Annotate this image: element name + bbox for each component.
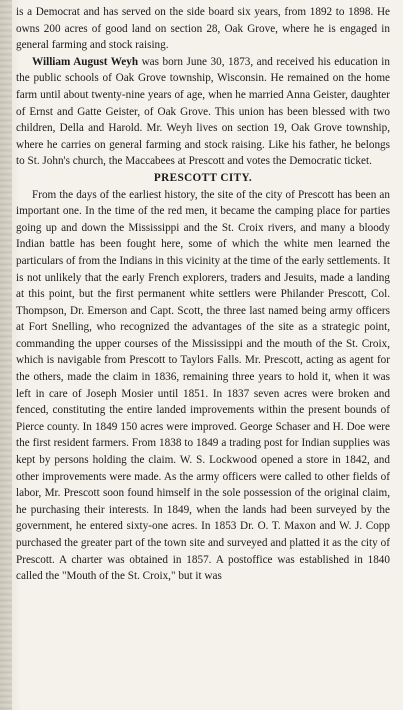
page-right-margin [392,0,403,710]
biography-text: was born June 30, 1873, and received his education in the public schools of Oak Grove township, Wisconsin. He remained on the home farm until about twenty-nine years of age, when he married Anna Geister, daughter of Ernst and Gatte Geister, of Oak Grove. This union has been blessed with two children, Della and Harold. Mr. Weyh lives on section 19, Oak Grove township, where he carries on general farming and stock raising. Like his father, he belongs to St. John's church, the Maccabees at Prescott and votes the Democratic ticket. [16,55,390,168]
paragraph-continuation: is a Democrat and has served on the side board six years, from 1892 to 1898. He owns 200 acres of good land on section 28, Oak Grove, where he is engaged in general farming and stock raising. [16,6,390,52]
person-name: William August Weyh [32,55,139,68]
page-binding-edge [0,0,12,710]
paragraph-biography [16,54,390,170]
section-heading: PRESCOTT CITY. [153,171,253,184]
paragraph-history: From the days of the earliest history, the site of the city of Prescott has been an important one. In the time of the red men, it became the camping place for parties going up and down the Mississippi and the St. Croix rivers, and many a bloody Indian battle has been fought here, some of which the white men learned the particulars of from the Indians in this vicinity at the time of the early settlements. It is not unlikely that the early French explorers, traders and Jesuits, made a landing at this point, but the first permanent white settlers were Philander Prescott, Col. Thompson, Dr. Emerson and Capt. Scott, the three last named being army officers at Fort Snelling, who recognized the advantages of the site as a strategic point, commanding the upper courses of the Mississippi and the mouth of the St. Croix, which is navigable from Prescott to Taylors Falls. Mr. Prescott, acting as agent for the others, made the claim in 1836, remaining three years to hold it, when it was left in care of Joseph Mosier until 1851. In 1837 seven acres were broken and fenced, constituting the entire landed improvements within the present bounds of Pierce county. In 1849 150 acres were improved. George Schaser and H. Doe were the first resident farmers. From 1838 to 1849 a trading post for Indian supplies was kept by persons holding the claim. W. S. Lockwood opened a store in 1842, and other improvements were made. As the army officers were called to other fields of labor, Mr. Prescott soon found himself in the sole possession of the original claim, he purchasing their interests. In 1849, when the lands had been surveyed by the government, he entered sixty-one acres. In 1853 Dr. O. T. Maxon and W. J. Copp purchased the greater part of the town site and surveyed and platted it as the city of Prescott. A charter was obtained in 1857. A postoffice was established in 1840 called the "Mouth of the St. Croix," but it was [16,188,390,583]
page-text [16,4,390,585]
